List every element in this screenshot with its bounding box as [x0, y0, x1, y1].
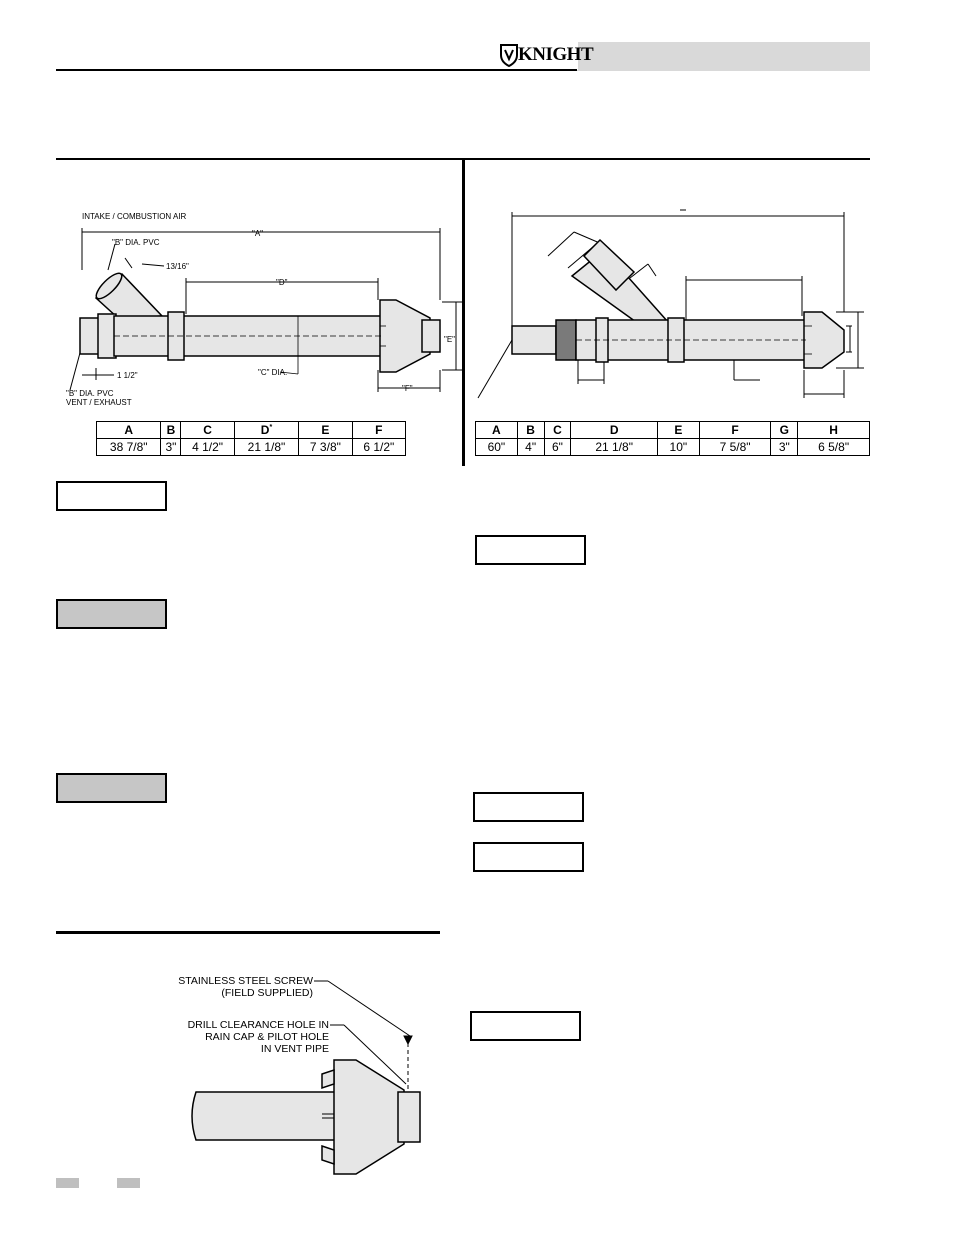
logo-text: KNIGHT	[518, 44, 594, 65]
right-th-f: F	[699, 422, 771, 439]
left-th-d-text: D	[260, 423, 270, 437]
left-th-c: C	[181, 422, 234, 439]
left-th-e: E	[299, 422, 352, 439]
left-th-d-mark: *	[269, 424, 273, 431]
right-th-e: E	[657, 422, 699, 439]
right-td-b: 4"	[517, 439, 544, 456]
left-td-f: 6 1/2"	[352, 439, 405, 456]
vent-label-line2: VENT / EXHAUST	[66, 398, 132, 407]
right-th-g: G	[771, 422, 798, 439]
right-th-d: D	[571, 422, 658, 439]
dim-a-label: "A"	[252, 229, 264, 238]
right-td-e: 10"	[657, 439, 699, 456]
intake-label: INTAKE / COMBUSTION AIR	[82, 212, 187, 221]
vent-label-line1: "B" DIA. PVC	[66, 389, 114, 398]
left-th-f: F	[352, 422, 405, 439]
left-th-b: B	[161, 422, 181, 439]
screw-label-line1: STAINLESS STEEL SCREW	[178, 975, 313, 987]
right-td-g: 3"	[771, 439, 798, 456]
drill-label-line3: IN VENT PIPE	[260, 1043, 329, 1055]
drill-label-line1: DRILL CLEARANCE HOLE IN	[187, 1019, 329, 1031]
dim-d-label: "D"	[276, 278, 288, 287]
left-th-a: A	[97, 422, 161, 439]
left-td-c: 4 1/2"	[181, 439, 234, 456]
right-td-f: 7 5/8"	[699, 439, 771, 456]
c-dia-label: "C" DIA.	[258, 368, 288, 377]
b-dia-pvc-label: "B" DIA. PVC	[112, 238, 160, 247]
screw-label-line2: (FIELD SUPPLIED)	[221, 987, 313, 999]
right-td-c: 6"	[544, 439, 571, 456]
left-td-b: 3"	[161, 439, 181, 456]
dim-f-label: "F"	[402, 384, 413, 393]
right-th-h: H	[798, 422, 870, 439]
left-td-a: 38 7/8"	[97, 439, 161, 456]
right-td-a: 60"	[476, 439, 518, 456]
right-th-c: C	[544, 422, 571, 439]
right-td-h: 6 5/8"	[798, 439, 870, 456]
gap-label: 13/16"	[166, 262, 189, 271]
left-td-d: 21 1/8"	[234, 439, 298, 456]
right-th-a: A	[476, 422, 518, 439]
one-half-label: 1 1/2"	[117, 371, 138, 380]
right-td-d: 21 1/8"	[571, 439, 658, 456]
right-th-b: B	[517, 422, 544, 439]
footer-marker-right	[117, 1178, 140, 1188]
drill-label-line2: RAIN CAP & PILOT HOLE	[205, 1031, 329, 1043]
left-td-e: 7 3/8"	[299, 439, 352, 456]
footer-marker-left	[56, 1178, 79, 1188]
dim-e-label: "E"	[444, 335, 456, 344]
